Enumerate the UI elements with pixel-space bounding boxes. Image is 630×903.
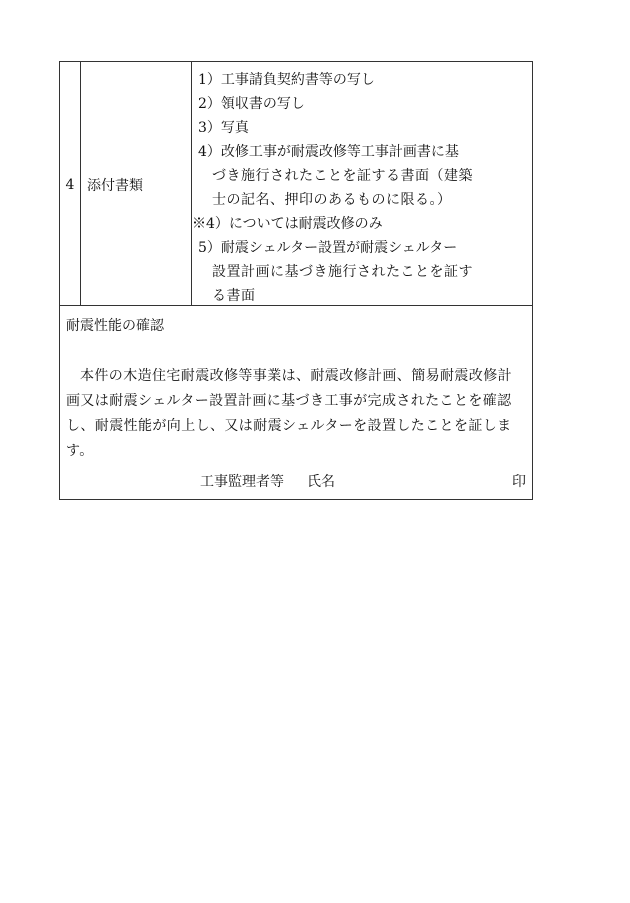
attachment-table bbox=[59, 61, 533, 500]
row-number: 4 bbox=[60, 62, 81, 305]
list-item bbox=[198, 140, 528, 212]
attachment-list-cell bbox=[192, 62, 532, 305]
attachment-item-4: 4）改修工事が耐震改修等工事計画書に基 bbox=[198, 144, 459, 160]
confirmation-title: 耐震性能の確認 bbox=[66, 318, 164, 334]
attachment-item-5-line2: 設置計画に基づき施行されたことを証す bbox=[212, 264, 473, 280]
attachment-item-4-line3: 士の記名、押印のあるものに限る。） bbox=[212, 192, 452, 208]
attachment-note bbox=[192, 212, 528, 236]
list-item bbox=[198, 68, 528, 92]
signature-line bbox=[60, 471, 532, 491]
row-label: 添付書類 bbox=[81, 62, 192, 305]
attachment-item-5-line3: る書面 bbox=[212, 288, 256, 304]
confirmation-block bbox=[60, 306, 532, 499]
seal-mark: 印 bbox=[512, 474, 526, 490]
confirmation-body: 本件の木造住宅耐震改修等事業は、耐震改修計画、簡易耐震改修計画又は耐震シェルター設置計画に基づき工事が完成されたことを確認し、耐震性能が向上し、又は耐震シェルターを設置したことを証します。 bbox=[66, 368, 512, 459]
attachment-item-5: 5）耐震シェルター設置が耐震シェルター bbox=[198, 240, 458, 256]
list-item bbox=[198, 236, 528, 308]
name-label: 氏名 bbox=[307, 474, 335, 490]
attachment-item-3: 3）写真 bbox=[198, 120, 249, 136]
attachment-item-2: 2）領収書の写し bbox=[198, 96, 305, 112]
attachment-item-4-line2: づき施行されたことを証する書面（建築 bbox=[212, 168, 473, 184]
note-text: ※4）については耐震改修のみ bbox=[192, 216, 383, 232]
form-page bbox=[59, 61, 533, 500]
confirmation-row bbox=[60, 306, 532, 499]
attachment-item-1: 1）工事請負契約書等の写し bbox=[198, 72, 375, 88]
signer-label: 工事監理者等 bbox=[200, 474, 284, 490]
attachment-list bbox=[192, 68, 528, 308]
table-row bbox=[60, 62, 532, 306]
list-item bbox=[198, 92, 528, 116]
list-item bbox=[198, 116, 528, 140]
